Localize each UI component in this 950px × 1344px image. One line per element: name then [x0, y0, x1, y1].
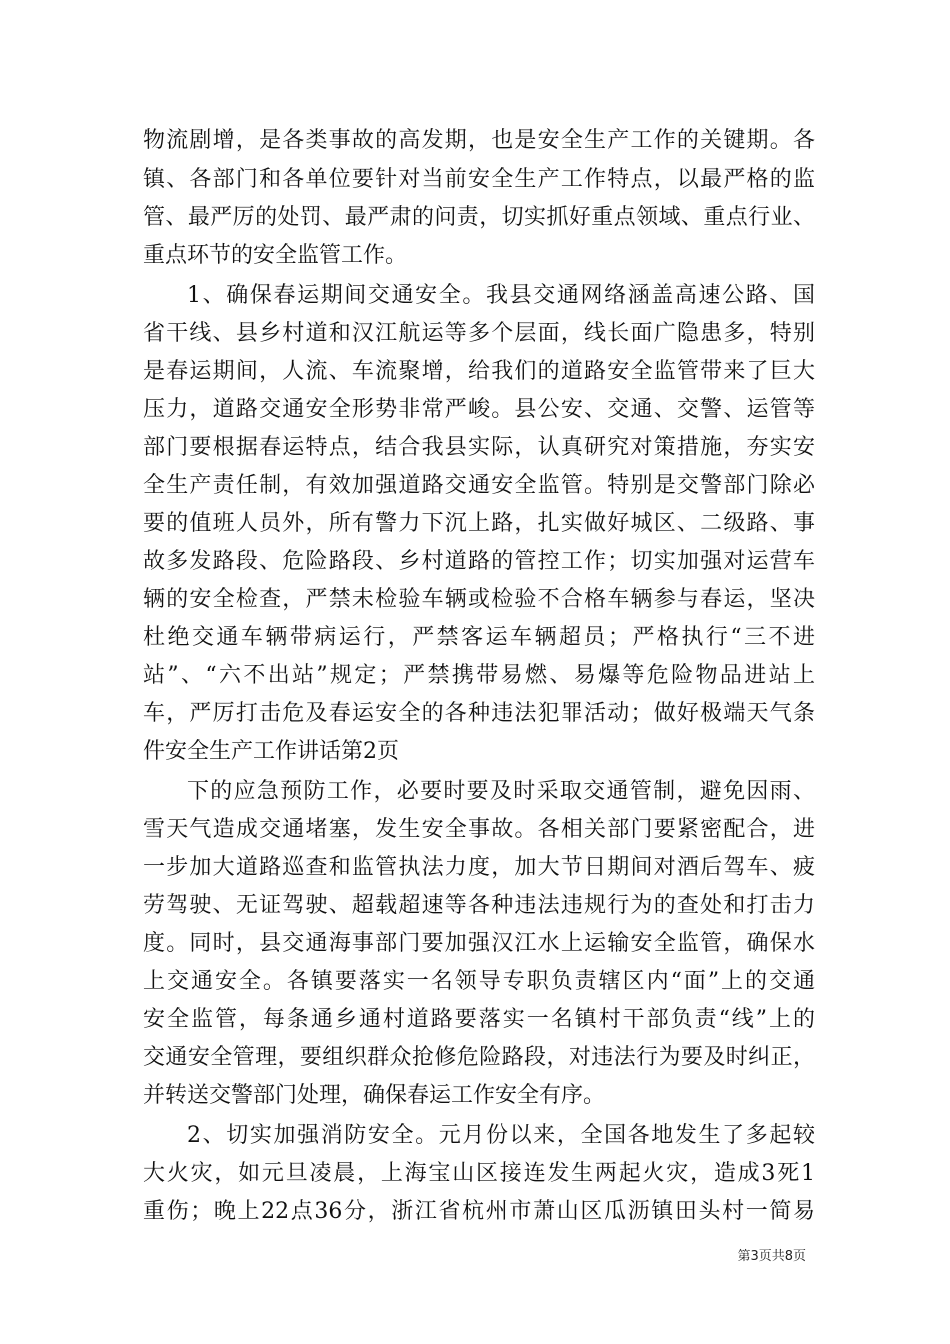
text-line: 安全监管，每条通乡通村道路要落实一名镇村干部负责“线”上的	[143, 1007, 815, 1032]
text-line: 并转送交警部门处理，确保春运工作安全有序。	[143, 1083, 606, 1108]
text-line: 交通安全管理，要组织群众抢修危险路段，对违法行为要及时纠正，	[143, 1045, 815, 1070]
text-line: 杜绝交通车辆带病运行，严禁客运车辆超员；严格执行“三不进	[143, 625, 815, 650]
text-line: 物流剧增，是各类事故的高发期，也是安全生产工作的关键期。各	[143, 128, 815, 153]
text-line: 雪天气造成交通堵塞，发生安全事故。各相关部门要紧密配合，进	[143, 817, 815, 842]
text-line: 车，严厉打击危及春运安全的各种违法犯罪活动；做好极端天气条	[143, 701, 815, 726]
text-line: 省干线、县乡村道和汉江航运等多个层面，线长面广隐患多，特别	[143, 321, 815, 346]
text-line: 故多发路段、危险路段、乡村道路的管控工作；切实加强对运营车	[143, 549, 815, 574]
text-line: 劳驾驶、无证驾驶、超载超速等各种违法违规行为的查处和打击力	[143, 893, 815, 918]
text-line: 重点环节的安全监管工作。	[143, 243, 408, 268]
text-line: 压力，道路交通安全形势非常严峻。县公安、交通、交警、运管等	[143, 397, 815, 422]
text-line: 重伤；晚上22点36分，浙江省杭州市萧山区瓜沥镇田头村一简易	[143, 1199, 815, 1224]
text-line: 辆的安全检查，严禁未检验车辆或检验不合格车辆参与春运，坚决	[143, 587, 815, 612]
text-line: 上交通安全。各镇要落实一名领导专职负责辖区内“面”上的交通	[143, 969, 815, 994]
text-line: 下的应急预防工作，必要时要及时采取交通管制，避免因雨、	[187, 779, 815, 804]
text-line: 大火灾，如元旦凌晨，上海宝山区接连发生两起火灾，造成3死1	[143, 1161, 815, 1186]
text-line: 度。同时，县交通海事部门要加强汉江水上运输安全监管，确保水	[143, 931, 815, 956]
text-line: 管、最严厉的处罚、最严肃的问责，切实抓好重点领域、重点行业、	[143, 205, 815, 230]
text-line: 件安全生产工作讲话第2页	[143, 739, 399, 764]
text-line: 站”、“六不出站”规定；严禁携带易燃、易爆等危险物品进站上	[143, 663, 815, 688]
text-line: 全生产责任制，有效加强道路交通安全监管。特别是交警部门除必	[143, 473, 815, 498]
text-line: 2、切实加强消防安全。元月份以来，全国各地发生了多起较	[187, 1123, 815, 1148]
text-line: 要的值班人员外，所有警力下沉上路，扎实做好城区、二级路、事	[143, 511, 815, 536]
text-line: 一步加大道路巡查和监管执法力度，加大节日期间对酒后驾车、疲	[143, 855, 815, 880]
text-line: 镇、各部门和各单位要针对当前安全生产工作特点，以最严格的监	[143, 167, 815, 192]
text-line: 1、确保春运期间交通安全。我县交通网络涵盖高速公路、国	[187, 283, 815, 308]
text-line: 部门要根据春运特点，结合我县实际，认真研究对策措施，夯实安	[143, 435, 815, 460]
text-line: 是春运期间，人流、车流聚增，给我们的道路安全监管带来了巨大	[143, 359, 815, 384]
page-indicator: 第3页共8页	[737, 1249, 806, 1264]
